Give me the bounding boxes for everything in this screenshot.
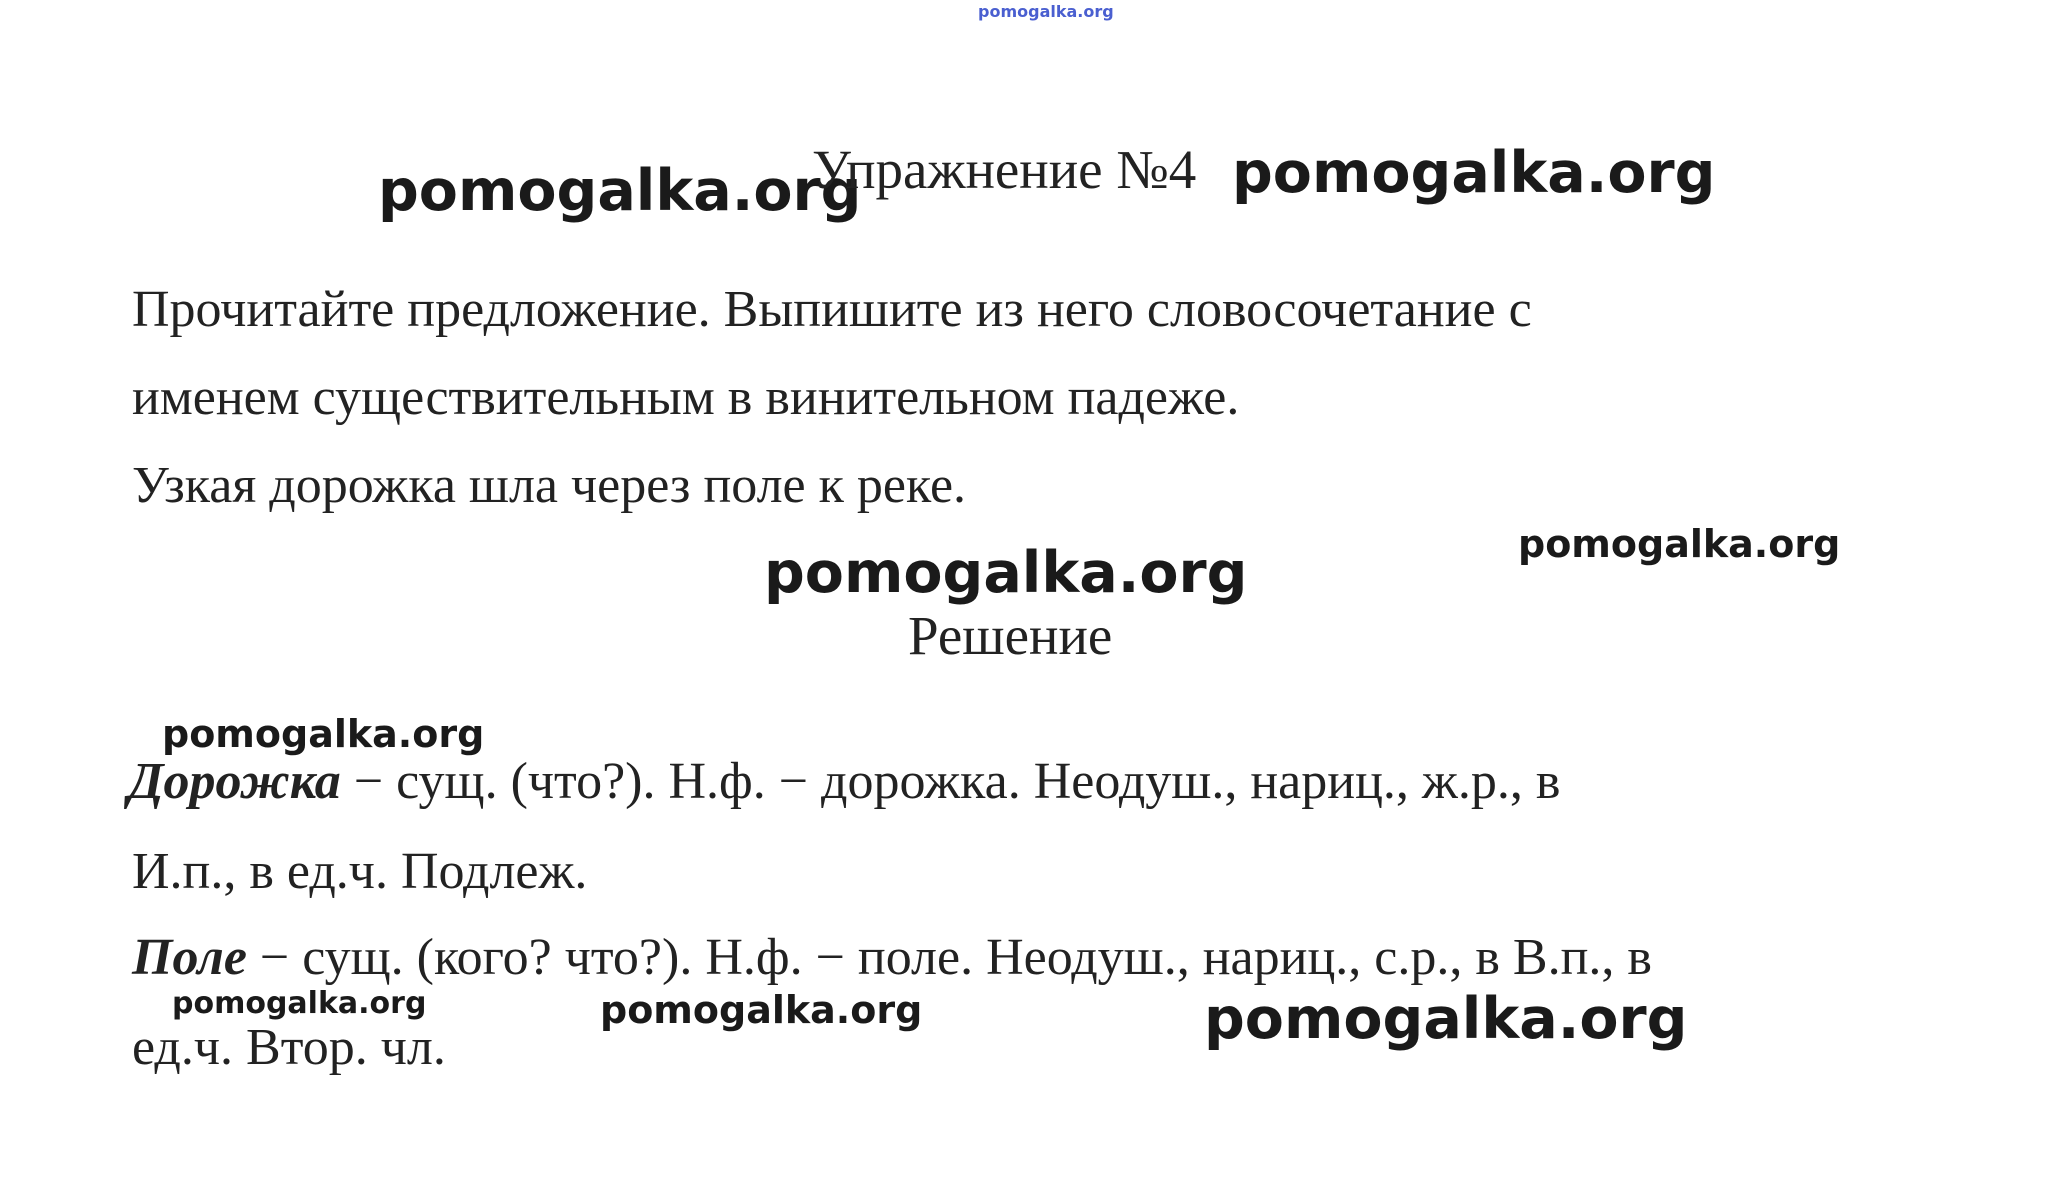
watermark: pomogalka.org xyxy=(1518,522,1841,566)
watermark: pomogalka.org xyxy=(1232,140,1716,206)
page-title: Упражнение №4 xyxy=(812,139,1197,200)
answer-item-2 xyxy=(132,929,1652,986)
task-line-1: Прочитайте предложение. Выпишите из него словосочетание с xyxy=(132,281,1532,338)
watermark: pomogalka.org xyxy=(600,988,923,1032)
top-watermark: pomogalka.org xyxy=(978,2,1114,21)
task-sentence: Узкая дорожка шла через поле к реке. xyxy=(132,457,967,514)
watermark: pomogalka.org xyxy=(162,712,485,756)
answer-word-1: Дорожка xyxy=(128,753,341,810)
answer-item-1 xyxy=(128,753,1561,810)
answer-item-1-cont: И.п., в ед.ч. Подлеж. xyxy=(132,843,588,900)
answer-word-2: Поле xyxy=(132,929,247,986)
watermark: pomogalka.org xyxy=(764,540,1248,606)
answer-item-2-cont: ед.ч. Втор. чл. xyxy=(132,1019,446,1076)
solution-heading: Решение xyxy=(908,605,1113,666)
watermark: pomogalka.org xyxy=(1204,986,1688,1052)
task-line-2: именем существительным в винительном падеже. xyxy=(132,369,1240,426)
answer-text-2: − сущ. (кого? что?). Н.ф. − поле. Неодуш., нариц., с.р., в В.п., в xyxy=(246,929,1652,986)
watermark: pomogalka.org xyxy=(378,158,862,224)
answer-text-1: − сущ. (что?). Н.ф. − дорожка. Неодуш., нариц., ж.р., в xyxy=(340,753,1561,810)
watermark: pomogalka.org xyxy=(172,986,427,1021)
